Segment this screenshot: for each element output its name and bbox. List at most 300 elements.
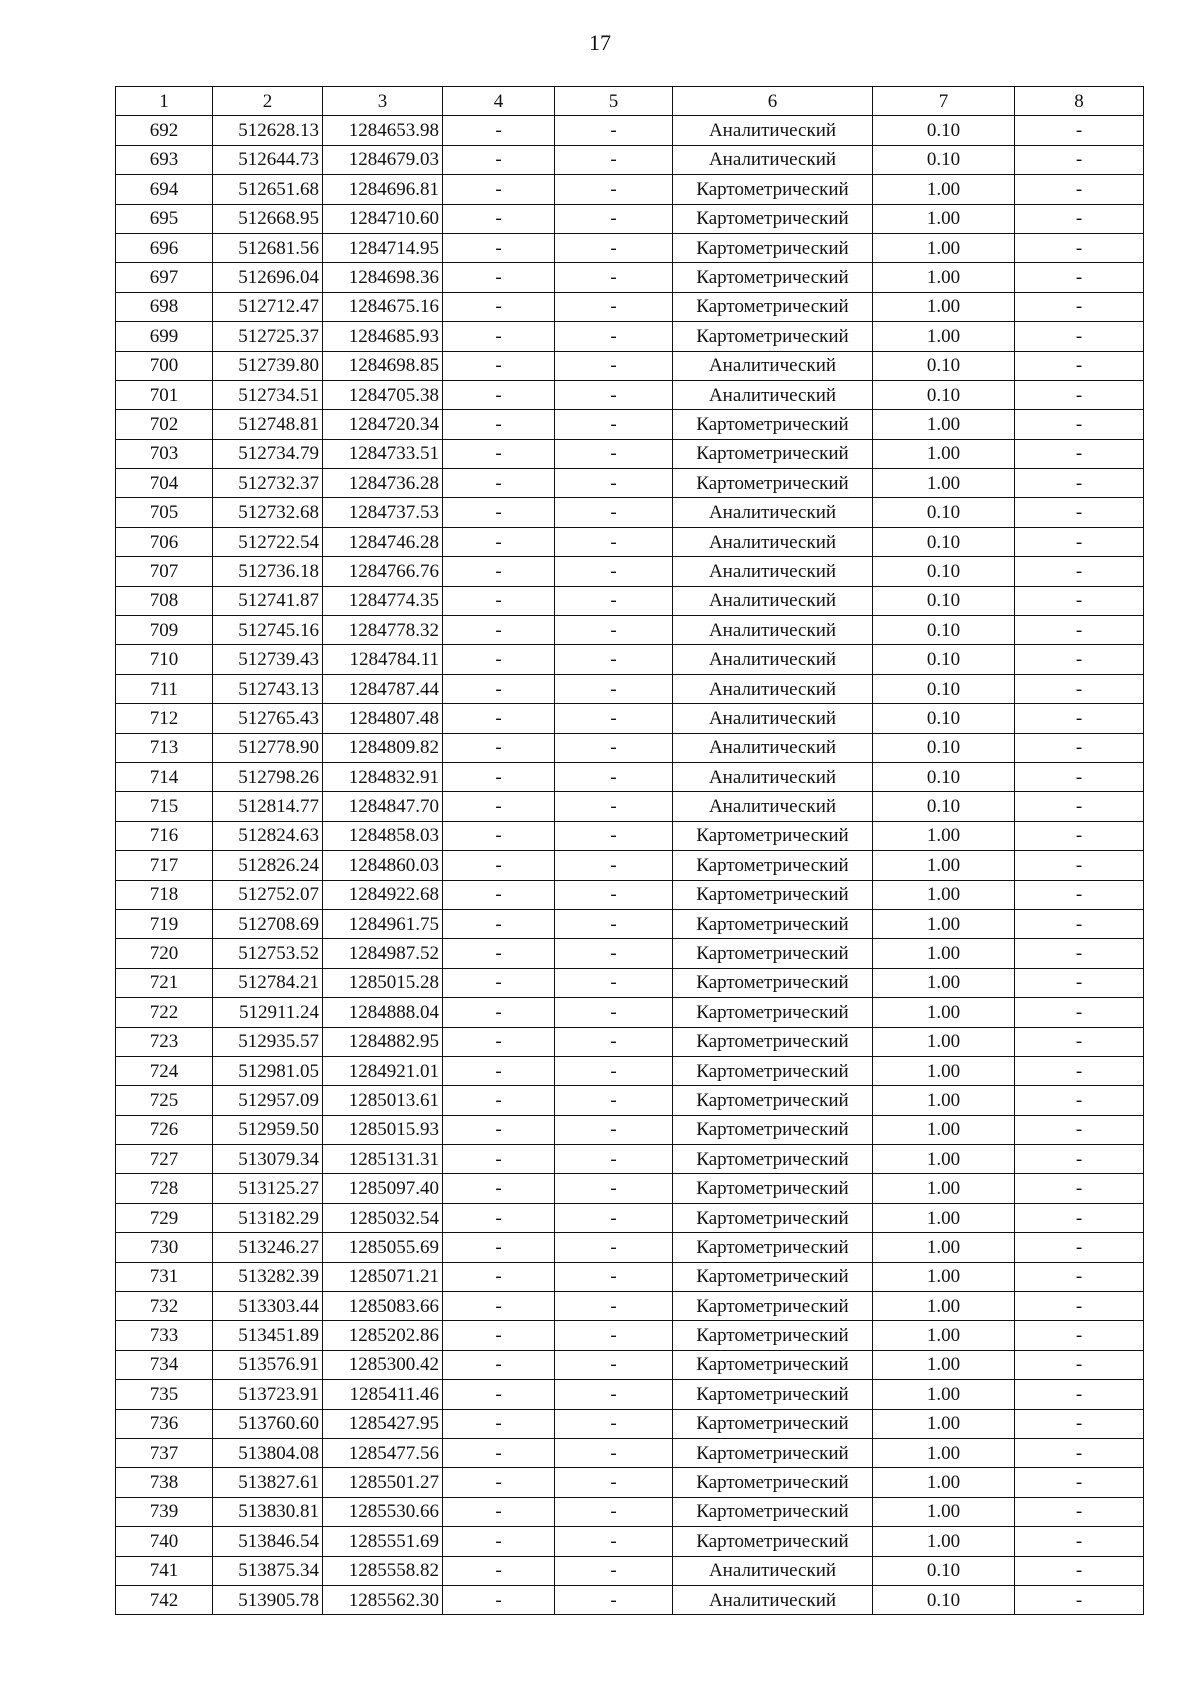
- point-number-cell: 737: [116, 1438, 213, 1467]
- col5-cell: -: [555, 645, 673, 674]
- point-number-cell: 709: [116, 616, 213, 645]
- point-number-cell: 725: [116, 1086, 213, 1115]
- x-coordinate-cell: 513875.34: [213, 1556, 323, 1585]
- table-row: [116, 616, 1144, 645]
- point-number-cell: 696: [116, 233, 213, 262]
- col5-cell: -: [555, 1585, 673, 1614]
- col8-cell: -: [1015, 1115, 1144, 1144]
- x-coordinate-cell: 512722.54: [213, 527, 323, 556]
- accuracy-cell: 1.00: [873, 1027, 1015, 1056]
- table-row: [116, 968, 1144, 997]
- point-number-cell: 695: [116, 204, 213, 233]
- x-coordinate-cell: 513451.89: [213, 1321, 323, 1350]
- col5-cell: -: [555, 998, 673, 1027]
- column-header: 4: [443, 87, 555, 116]
- table-row: [116, 821, 1144, 850]
- column-header: 3: [323, 87, 443, 116]
- x-coordinate-cell: 512824.63: [213, 821, 323, 850]
- accuracy-cell: 1.00: [873, 1086, 1015, 1115]
- point-number-cell: 727: [116, 1145, 213, 1174]
- col4-cell: -: [443, 1556, 555, 1585]
- x-coordinate-cell: 513723.91: [213, 1380, 323, 1409]
- col5-cell: -: [555, 439, 673, 468]
- col8-cell: -: [1015, 880, 1144, 909]
- col5-cell: -: [555, 851, 673, 880]
- x-coordinate-cell: 512741.87: [213, 586, 323, 615]
- table-row: [116, 792, 1144, 821]
- y-coordinate-cell: 1284736.28: [323, 469, 443, 498]
- accuracy-cell: 1.00: [873, 1233, 1015, 1262]
- accuracy-cell: 1.00: [873, 469, 1015, 498]
- col8-cell: -: [1015, 939, 1144, 968]
- x-coordinate-cell: 512935.57: [213, 1027, 323, 1056]
- accuracy-cell: 0.10: [873, 645, 1015, 674]
- col4-cell: -: [443, 1203, 555, 1232]
- x-coordinate-cell: 512628.13: [213, 116, 323, 145]
- point-number-cell: 705: [116, 498, 213, 527]
- point-number-cell: 713: [116, 733, 213, 762]
- col5-cell: -: [555, 674, 673, 703]
- y-coordinate-cell: 1284679.03: [323, 145, 443, 174]
- accuracy-cell: 1.00: [873, 1527, 1015, 1556]
- y-coordinate-cell: 1284737.53: [323, 498, 443, 527]
- y-coordinate-cell: 1284766.76: [323, 557, 443, 586]
- col8-cell: -: [1015, 439, 1144, 468]
- table-row: [116, 145, 1144, 174]
- x-coordinate-cell: 512753.52: [213, 939, 323, 968]
- method-cell: Картометрический: [673, 322, 873, 351]
- col5-cell: -: [555, 1321, 673, 1350]
- table-row: [116, 1056, 1144, 1085]
- col5-cell: -: [555, 263, 673, 292]
- table-row: [116, 1409, 1144, 1438]
- method-cell: Картометрический: [673, 204, 873, 233]
- method-cell: Аналитический: [673, 145, 873, 174]
- accuracy-cell: 0.10: [873, 116, 1015, 145]
- col5-cell: -: [555, 792, 673, 821]
- column-header: 1: [116, 87, 213, 116]
- method-cell: Картометрический: [673, 1056, 873, 1085]
- col5-cell: -: [555, 1438, 673, 1467]
- col5-cell: -: [555, 1409, 673, 1438]
- col4-cell: -: [443, 1145, 555, 1174]
- method-cell: Аналитический: [673, 557, 873, 586]
- col8-cell: -: [1015, 909, 1144, 938]
- table-row: [116, 1527, 1144, 1556]
- x-coordinate-cell: 512734.79: [213, 439, 323, 468]
- y-coordinate-cell: 1284733.51: [323, 439, 443, 468]
- col4-cell: -: [443, 939, 555, 968]
- x-coordinate-cell: 512732.68: [213, 498, 323, 527]
- method-cell: Аналитический: [673, 792, 873, 821]
- accuracy-cell: 1.00: [873, 204, 1015, 233]
- col4-cell: -: [443, 1468, 555, 1497]
- point-number-cell: 712: [116, 704, 213, 733]
- accuracy-cell: 0.10: [873, 351, 1015, 380]
- col4-cell: -: [443, 1438, 555, 1467]
- y-coordinate-cell: 1284720.34: [323, 410, 443, 439]
- method-cell: Картометрический: [673, 851, 873, 880]
- y-coordinate-cell: 1284784.11: [323, 645, 443, 674]
- point-number-cell: 718: [116, 880, 213, 909]
- y-coordinate-cell: 1285131.31: [323, 1145, 443, 1174]
- col5-cell: -: [555, 292, 673, 321]
- point-number-cell: 702: [116, 410, 213, 439]
- y-coordinate-cell: 1285300.42: [323, 1350, 443, 1379]
- table-row: [116, 380, 1144, 409]
- accuracy-cell: 0.10: [873, 557, 1015, 586]
- y-coordinate-cell: 1285411.46: [323, 1380, 443, 1409]
- table-row: [116, 292, 1144, 321]
- table-row: [116, 1321, 1144, 1350]
- table-row: [116, 1292, 1144, 1321]
- x-coordinate-cell: 513079.34: [213, 1145, 323, 1174]
- point-number-cell: 701: [116, 380, 213, 409]
- point-number-cell: 714: [116, 762, 213, 791]
- point-number-cell: 735: [116, 1380, 213, 1409]
- col4-cell: -: [443, 469, 555, 498]
- x-coordinate-cell: 512644.73: [213, 145, 323, 174]
- table-row: [116, 439, 1144, 468]
- table-row: [116, 1086, 1144, 1115]
- col4-cell: -: [443, 1292, 555, 1321]
- table-body: [116, 116, 1144, 1615]
- point-number-cell: 741: [116, 1556, 213, 1585]
- accuracy-cell: 1.00: [873, 880, 1015, 909]
- table-row: [116, 1556, 1144, 1585]
- point-number-cell: 721: [116, 968, 213, 997]
- col4-cell: -: [443, 586, 555, 615]
- x-coordinate-cell: 513846.54: [213, 1527, 323, 1556]
- point-number-cell: 738: [116, 1468, 213, 1497]
- table-row: [116, 527, 1144, 556]
- col8-cell: -: [1015, 645, 1144, 674]
- point-number-cell: 728: [116, 1174, 213, 1203]
- method-cell: Картометрический: [673, 939, 873, 968]
- method-cell: Картометрический: [673, 1203, 873, 1232]
- table-row: [116, 1497, 1144, 1526]
- col4-cell: -: [443, 1027, 555, 1056]
- col4-cell: -: [443, 204, 555, 233]
- col8-cell: -: [1015, 175, 1144, 204]
- table-row: [116, 1174, 1144, 1203]
- table-row: [116, 880, 1144, 909]
- col5-cell: -: [555, 1233, 673, 1262]
- y-coordinate-cell: 1284698.85: [323, 351, 443, 380]
- col5-cell: -: [555, 498, 673, 527]
- x-coordinate-cell: 513246.27: [213, 1233, 323, 1262]
- table-row: [116, 1438, 1144, 1467]
- x-coordinate-cell: 513182.29: [213, 1203, 323, 1232]
- x-coordinate-cell: 512798.26: [213, 762, 323, 791]
- col4-cell: -: [443, 439, 555, 468]
- table-row: [116, 939, 1144, 968]
- y-coordinate-cell: 1284746.28: [323, 527, 443, 556]
- col8-cell: -: [1015, 1409, 1144, 1438]
- y-coordinate-cell: 1284858.03: [323, 821, 443, 850]
- method-cell: Картометрический: [673, 1438, 873, 1467]
- col5-cell: -: [555, 1262, 673, 1291]
- y-coordinate-cell: 1284698.36: [323, 263, 443, 292]
- col8-cell: -: [1015, 704, 1144, 733]
- x-coordinate-cell: 512739.80: [213, 351, 323, 380]
- x-coordinate-cell: 513125.27: [213, 1174, 323, 1203]
- col8-cell: -: [1015, 145, 1144, 174]
- accuracy-cell: 1.00: [873, 968, 1015, 997]
- point-number-cell: 703: [116, 439, 213, 468]
- accuracy-cell: 1.00: [873, 1262, 1015, 1291]
- table-row: [116, 204, 1144, 233]
- x-coordinate-cell: 512668.95: [213, 204, 323, 233]
- col8-cell: -: [1015, 116, 1144, 145]
- method-cell: Картометрический: [673, 968, 873, 997]
- col8-cell: -: [1015, 263, 1144, 292]
- col4-cell: -: [443, 1527, 555, 1556]
- x-coordinate-cell: 512736.18: [213, 557, 323, 586]
- accuracy-cell: 0.10: [873, 145, 1015, 174]
- y-coordinate-cell: 1284714.95: [323, 233, 443, 262]
- table-row: [116, 498, 1144, 527]
- col8-cell: -: [1015, 1350, 1144, 1379]
- method-cell: Картометрический: [673, 909, 873, 938]
- accuracy-cell: 1.00: [873, 292, 1015, 321]
- col5-cell: -: [555, 1292, 673, 1321]
- point-number-cell: 732: [116, 1292, 213, 1321]
- col5-cell: -: [555, 1350, 673, 1379]
- y-coordinate-cell: 1285501.27: [323, 1468, 443, 1497]
- col4-cell: -: [443, 380, 555, 409]
- col5-cell: -: [555, 616, 673, 645]
- col4-cell: -: [443, 1086, 555, 1115]
- x-coordinate-cell: 512734.51: [213, 380, 323, 409]
- point-number-cell: 704: [116, 469, 213, 498]
- table-row: [116, 1233, 1144, 1262]
- page-number: 17: [589, 30, 611, 55]
- method-cell: Картометрический: [673, 1321, 873, 1350]
- point-number-cell: 707: [116, 557, 213, 586]
- col5-cell: -: [555, 762, 673, 791]
- x-coordinate-cell: 512745.16: [213, 616, 323, 645]
- table-row: [116, 733, 1144, 762]
- col8-cell: -: [1015, 1556, 1144, 1585]
- col4-cell: -: [443, 292, 555, 321]
- y-coordinate-cell: 1284888.04: [323, 998, 443, 1027]
- y-coordinate-cell: 1284778.32: [323, 616, 443, 645]
- method-cell: Аналитический: [673, 498, 873, 527]
- y-coordinate-cell: 1285551.69: [323, 1527, 443, 1556]
- method-cell: Картометрический: [673, 1292, 873, 1321]
- accuracy-cell: 0.10: [873, 792, 1015, 821]
- point-number-cell: 731: [116, 1262, 213, 1291]
- y-coordinate-cell: 1285097.40: [323, 1174, 443, 1203]
- method-cell: Картометрический: [673, 1350, 873, 1379]
- col8-cell: -: [1015, 792, 1144, 821]
- col8-cell: -: [1015, 233, 1144, 262]
- col5-cell: -: [555, 880, 673, 909]
- col5-cell: -: [555, 469, 673, 498]
- accuracy-cell: 0.10: [873, 1556, 1015, 1585]
- table-row: [116, 909, 1144, 938]
- header-row: [116, 87, 1144, 116]
- col8-cell: -: [1015, 498, 1144, 527]
- method-cell: Картометрический: [673, 1262, 873, 1291]
- column-header: 6: [673, 87, 873, 116]
- table-row: [116, 1350, 1144, 1379]
- table-row: [116, 469, 1144, 498]
- column-header: 8: [1015, 87, 1144, 116]
- y-coordinate-cell: 1284696.81: [323, 175, 443, 204]
- accuracy-cell: 1.00: [873, 1468, 1015, 1497]
- col8-cell: -: [1015, 351, 1144, 380]
- point-number-cell: 726: [116, 1115, 213, 1144]
- col5-cell: -: [555, 145, 673, 174]
- method-cell: Картометрический: [673, 263, 873, 292]
- col8-cell: -: [1015, 1233, 1144, 1262]
- method-cell: Картометрический: [673, 1468, 873, 1497]
- y-coordinate-cell: 1284882.95: [323, 1027, 443, 1056]
- col5-cell: -: [555, 1497, 673, 1526]
- x-coordinate-cell: 513804.08: [213, 1438, 323, 1467]
- col8-cell: -: [1015, 1468, 1144, 1497]
- point-number-cell: 730: [116, 1233, 213, 1262]
- method-cell: Аналитический: [673, 116, 873, 145]
- y-coordinate-cell: 1284774.35: [323, 586, 443, 615]
- y-coordinate-cell: 1285477.56: [323, 1438, 443, 1467]
- col8-cell: -: [1015, 851, 1144, 880]
- x-coordinate-cell: 513282.39: [213, 1262, 323, 1291]
- method-cell: Аналитический: [673, 527, 873, 556]
- table-row: [116, 1203, 1144, 1232]
- point-number-cell: 720: [116, 939, 213, 968]
- col5-cell: -: [555, 1380, 673, 1409]
- x-coordinate-cell: 513576.91: [213, 1350, 323, 1379]
- method-cell: Картометрический: [673, 821, 873, 850]
- y-coordinate-cell: 1284921.01: [323, 1056, 443, 1085]
- accuracy-cell: 1.00: [873, 322, 1015, 351]
- point-number-cell: 717: [116, 851, 213, 880]
- col8-cell: -: [1015, 469, 1144, 498]
- method-cell: Картометрический: [673, 1233, 873, 1262]
- col8-cell: -: [1015, 204, 1144, 233]
- col4-cell: -: [443, 263, 555, 292]
- col4-cell: -: [443, 909, 555, 938]
- col4-cell: -: [443, 851, 555, 880]
- table-row: [116, 351, 1144, 380]
- x-coordinate-cell: 513303.44: [213, 1292, 323, 1321]
- accuracy-cell: 1.00: [873, 1056, 1015, 1085]
- point-number-cell: 729: [116, 1203, 213, 1232]
- accuracy-cell: 0.10: [873, 498, 1015, 527]
- x-coordinate-cell: 512725.37: [213, 322, 323, 351]
- table-row: [116, 1380, 1144, 1409]
- col4-cell: -: [443, 410, 555, 439]
- method-cell: Картометрический: [673, 1174, 873, 1203]
- col8-cell: -: [1015, 762, 1144, 791]
- col8-cell: -: [1015, 1438, 1144, 1467]
- point-number-cell: 698: [116, 292, 213, 321]
- accuracy-cell: 1.00: [873, 1438, 1015, 1467]
- table-row: [116, 586, 1144, 615]
- col4-cell: -: [443, 1321, 555, 1350]
- col5-cell: -: [555, 1468, 673, 1497]
- point-number-cell: 740: [116, 1527, 213, 1556]
- col5-cell: -: [555, 1556, 673, 1585]
- x-coordinate-cell: 512696.04: [213, 263, 323, 292]
- col4-cell: -: [443, 351, 555, 380]
- col4-cell: -: [443, 821, 555, 850]
- col8-cell: -: [1015, 998, 1144, 1027]
- col8-cell: -: [1015, 674, 1144, 703]
- col8-cell: -: [1015, 1262, 1144, 1291]
- method-cell: Аналитический: [673, 762, 873, 791]
- method-cell: Картометрический: [673, 1115, 873, 1144]
- table-row: [116, 1262, 1144, 1291]
- accuracy-cell: 0.10: [873, 1585, 1015, 1614]
- accuracy-cell: 0.10: [873, 616, 1015, 645]
- col4-cell: -: [443, 1115, 555, 1144]
- point-number-cell: 694: [116, 175, 213, 204]
- col5-cell: -: [555, 909, 673, 938]
- col8-cell: -: [1015, 616, 1144, 645]
- col4-cell: -: [443, 1350, 555, 1379]
- accuracy-cell: 1.00: [873, 1409, 1015, 1438]
- point-number-cell: 715: [116, 792, 213, 821]
- col5-cell: -: [555, 175, 673, 204]
- x-coordinate-cell: 512784.21: [213, 968, 323, 997]
- col4-cell: -: [443, 998, 555, 1027]
- col4-cell: -: [443, 116, 555, 145]
- col8-cell: -: [1015, 1497, 1144, 1526]
- table-row: [116, 322, 1144, 351]
- y-coordinate-cell: 1284705.38: [323, 380, 443, 409]
- method-cell: Аналитический: [673, 380, 873, 409]
- point-number-cell: 739: [116, 1497, 213, 1526]
- col8-cell: -: [1015, 1203, 1144, 1232]
- method-cell: Картометрический: [673, 292, 873, 321]
- method-cell: Аналитический: [673, 704, 873, 733]
- table-row: [116, 263, 1144, 292]
- x-coordinate-cell: 512748.81: [213, 410, 323, 439]
- point-number-cell: 699: [116, 322, 213, 351]
- col4-cell: -: [443, 880, 555, 909]
- col4-cell: -: [443, 145, 555, 174]
- accuracy-cell: 1.00: [873, 1497, 1015, 1526]
- x-coordinate-cell: 512732.37: [213, 469, 323, 498]
- col4-cell: -: [443, 498, 555, 527]
- accuracy-cell: 1.00: [873, 1321, 1015, 1350]
- coordinates-table: [115, 86, 1144, 1615]
- col8-cell: -: [1015, 1585, 1144, 1614]
- col8-cell: -: [1015, 1380, 1144, 1409]
- x-coordinate-cell: 512826.24: [213, 851, 323, 880]
- y-coordinate-cell: 1284832.91: [323, 762, 443, 791]
- col5-cell: -: [555, 351, 673, 380]
- method-cell: Картометрический: [673, 1527, 873, 1556]
- y-coordinate-cell: 1285015.93: [323, 1115, 443, 1144]
- method-cell: Аналитический: [673, 645, 873, 674]
- x-coordinate-cell: 512765.43: [213, 704, 323, 733]
- accuracy-cell: 0.10: [873, 527, 1015, 556]
- accuracy-cell: 1.00: [873, 821, 1015, 850]
- point-number-cell: 706: [116, 527, 213, 556]
- accuracy-cell: 1.00: [873, 1292, 1015, 1321]
- table-row: [116, 1115, 1144, 1144]
- col5-cell: -: [555, 704, 673, 733]
- point-number-cell: 734: [116, 1350, 213, 1379]
- col4-cell: -: [443, 645, 555, 674]
- col8-cell: -: [1015, 1027, 1144, 1056]
- x-coordinate-cell: 512959.50: [213, 1115, 323, 1144]
